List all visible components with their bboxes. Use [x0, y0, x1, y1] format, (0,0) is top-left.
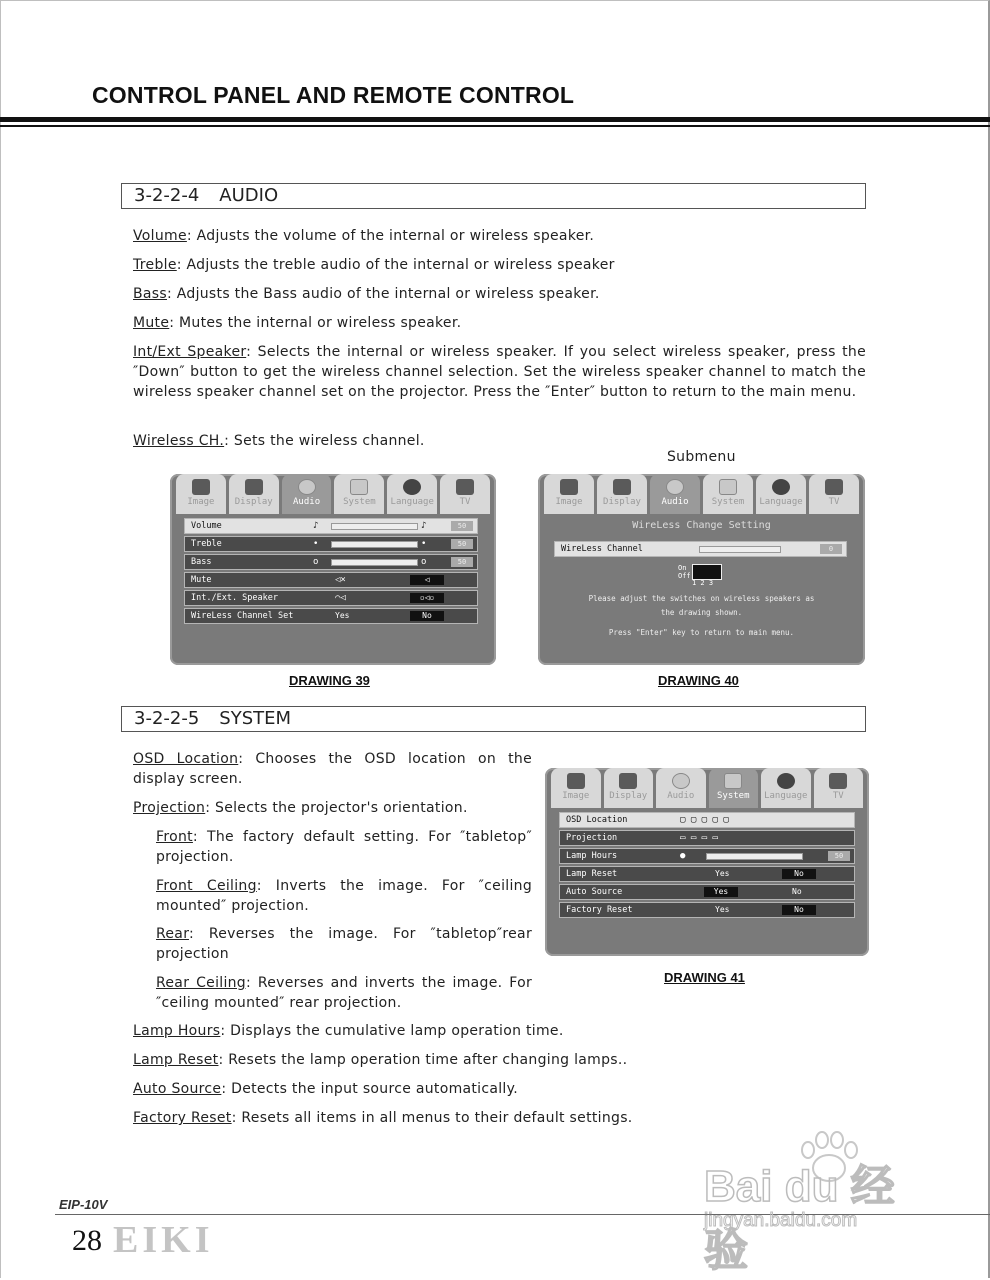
audio-icon [298, 479, 316, 495]
section-number: 3-2-2-4 [134, 185, 200, 206]
desc: : Selects the internal or wireless speaker. If you select wireless speaker, press the ″Down″ button to get the wireless channel selection. Set the wireless speaker channel to match the wireless speaker channel set on the projector. Press the ″Enter″ button to return to the main menu. [133, 344, 866, 400]
header-rule-thick [0, 117, 990, 122]
tab-display: Display [597, 474, 647, 514]
osd-row-auto-source: Auto Source Yes No [559, 884, 855, 900]
term: Rear [156, 926, 190, 942]
section-title: AUDIO [219, 185, 279, 206]
lamp-hours-value: 50 [828, 851, 850, 861]
audio-item-volume [133, 226, 594, 246]
tab-tv: TV [809, 474, 859, 514]
system-item-auto-source [133, 1079, 518, 1099]
osd-tabs [544, 474, 859, 514]
section-heading-system [121, 706, 866, 732]
term: Auto Source [133, 1081, 222, 1097]
tv-icon [825, 479, 843, 495]
treble-slider [331, 541, 418, 548]
desc: : Mutes the internal or wireless speaker. [169, 315, 462, 331]
audio-item-wireless-ch [133, 431, 425, 451]
drawing-41-label: DRAWING 41 [664, 970, 745, 985]
tab-audio: Audio [650, 474, 700, 514]
tab-image: Image [176, 474, 226, 514]
osd-row-mute: Mute ◁× ◁ [184, 572, 478, 588]
tab-language: Language [761, 768, 811, 808]
system-item-factory-reset [133, 1108, 633, 1128]
tab-image: Image [544, 474, 594, 514]
audio-item-int-ext-speaker [133, 342, 866, 402]
osd-row-projection: Projection ▭ ▭ ▭ ▭ [559, 830, 855, 846]
treble-value: 50 [451, 539, 473, 549]
display-icon [619, 773, 637, 789]
submenu-label: Submenu [667, 449, 736, 465]
section-heading-audio [121, 183, 866, 209]
osd-row-lamp-reset: Lamp Reset Yes No [559, 866, 855, 882]
desc: : Reverses the image. For ″tabletop″rear projection [156, 926, 532, 962]
tab-tv: TV [814, 768, 864, 808]
circle-icon: o [421, 557, 427, 567]
globe-icon [772, 479, 790, 495]
tab-system: System [334, 474, 384, 514]
osd-wireless-submenu [538, 474, 865, 665]
desc: : Adjusts the Bass audio of the internal or wireless speaker. [166, 286, 600, 302]
wireless-channel-value: 0 [820, 544, 842, 554]
tab-audio: Audio [282, 474, 332, 514]
desc: : Resets all items in all menus to their default settings. [231, 1110, 633, 1126]
osd-row-volume: Volume ♪ ♪ 50 [184, 518, 478, 534]
projection-front-ceiling [156, 876, 532, 916]
audio-item-bass [133, 284, 600, 304]
term: Lamp Reset [133, 1052, 219, 1068]
osd-row-wireless-channel-set: WireLess Channel Set Yes No [184, 608, 478, 624]
header-rule-thin [0, 125, 990, 127]
globe-icon [777, 773, 795, 789]
tab-language: Language [756, 474, 806, 514]
system-item-lamp-reset [133, 1050, 627, 1070]
wireless-change-title: WireLess Change Setting [632, 520, 771, 531]
tab-display: Display [229, 474, 279, 514]
projection-rear-ceiling [156, 973, 532, 1013]
page-number: 28 [72, 1224, 102, 1257]
speaker-icon: ♪ [421, 521, 427, 531]
wireless-speaker-icon: ⌒◁ [335, 593, 346, 603]
system-item-lamp-hours [133, 1021, 564, 1041]
system-item-projection [133, 798, 468, 818]
watermark-url: jingyan.baidu.com [704, 1210, 858, 1231]
term: Volume [133, 228, 187, 244]
wireless-note-line1: Please adjust the switches on wireless speakers as [588, 594, 815, 603]
desc: : Chooses the OSD location on the display screen. [133, 751, 532, 787]
audio-icon [666, 479, 684, 495]
drawing-39-label: DRAWING 39 [289, 673, 370, 688]
image-icon [192, 479, 210, 495]
osd-row-lamp-hours: Lamp Hours ● 50 [559, 848, 855, 864]
desc: : Selects the projector's orientation. [205, 800, 468, 816]
projection-mode-icons: ▭ ▭ ▭ ▭ [680, 833, 718, 843]
tv-icon [456, 479, 474, 495]
volume-value: 50 [451, 521, 473, 531]
osd-tabs [551, 768, 863, 808]
term: OSD Location [133, 751, 239, 767]
osd-row-int-ext-speaker: Int./Ext. Speaker ⌒◁ ▫◁▫ [184, 590, 478, 606]
footer-model: EIP-10V [59, 1197, 108, 1212]
dot-icon: • [421, 539, 427, 549]
system-icon [724, 773, 742, 789]
desc: : Displays the cumulative lamp operation time. [220, 1023, 564, 1039]
tab-image: Image [551, 768, 601, 808]
tab-display: Display [604, 768, 654, 808]
osd-row-osd-location: OSD Location ▢ ▢ ▢ ▢ ▢ [559, 812, 855, 828]
wireless-note-line3: Press "Enter" key to return to main menu. [608, 628, 795, 637]
osd-row-treble: Treble • • 50 [184, 536, 478, 552]
wireless-note-line2: the drawing shown. [660, 608, 743, 617]
image-icon [567, 773, 585, 789]
projection-rear [156, 924, 532, 964]
section-number: 3-2-2-5 [134, 708, 200, 729]
tab-audio: Audio [656, 768, 706, 808]
desc: : The factory default setting. For ″tabletop″ projection. [156, 829, 532, 865]
bass-value: 50 [451, 557, 473, 567]
section-title: SYSTEM [219, 708, 292, 729]
audio-item-mute [133, 313, 461, 333]
dip-switch-icon: On Off 1 2 3 [678, 564, 738, 590]
term: Factory Reset [133, 1110, 232, 1126]
term: Lamp Hours [133, 1023, 221, 1039]
circle-icon: o [313, 557, 319, 567]
osd-row-wireless-channel: WireLess Channel 0 [554, 541, 847, 557]
term: Treble [133, 257, 177, 273]
osd-tabs [176, 474, 490, 514]
wireless-channel-slider [699, 546, 781, 553]
display-icon [245, 479, 263, 495]
audio-item-treble [133, 255, 615, 275]
drawing-40-label: DRAWING 40 [658, 673, 739, 688]
tab-system: System [703, 474, 753, 514]
bass-slider [331, 559, 418, 566]
lamp-hours-bar [706, 853, 803, 860]
desc: : Sets the wireless channel. [224, 433, 425, 449]
desc: : Detects the input source automatically. [221, 1081, 518, 1097]
system-icon [719, 479, 737, 495]
osd-audio-menu [170, 474, 496, 665]
dot-icon: • [313, 539, 319, 549]
display-icon [613, 479, 631, 495]
tab-tv: TV [440, 474, 490, 514]
tab-system: System [709, 768, 759, 808]
term: Rear Ceiling [156, 975, 246, 991]
desc: : Resets the lamp operation time after changing lamps.. [218, 1052, 628, 1068]
system-item-osd-location [133, 749, 532, 789]
term: Projection [133, 800, 206, 816]
desc: : Reverses and inverts the image. For ″ceiling mounted″ rear projection. [156, 975, 532, 1011]
page-header-title: CONTROL PANEL AND REMOTE CONTROL [92, 82, 575, 108]
projection-front [156, 827, 532, 867]
mute-icon: ◁× [335, 575, 346, 585]
baidu-watermark [704, 1130, 934, 1275]
volume-slider [331, 523, 418, 530]
term: Wireless CH. [133, 433, 225, 449]
internal-speaker-icon: ▫◁▫ [410, 593, 444, 603]
image-icon [560, 479, 578, 495]
mute-on-icon: ◁ [410, 575, 444, 585]
tab-language: Language [387, 474, 437, 514]
osd-row-factory-reset: Factory Reset Yes No [559, 902, 855, 918]
brand-logo: EIKI [113, 1219, 214, 1261]
watermark-main: Bai du 经验 [704, 1162, 895, 1275]
term: Front [156, 829, 193, 845]
speaker-icon: ♪ [313, 521, 319, 531]
osd-row-bass: Bass o o 50 [184, 554, 478, 570]
osd-system-menu [545, 768, 869, 956]
desc: : Inverts the image. For ″ceiling mounted″ projection. [156, 878, 533, 914]
globe-icon [403, 479, 421, 495]
tv-icon [829, 773, 847, 789]
audio-icon [672, 773, 690, 789]
term: Mute [133, 315, 170, 331]
desc: : Adjusts the volume of the internal or wireless speaker. [186, 228, 595, 244]
system-icon [350, 479, 368, 495]
term: Front Ceiling [156, 878, 257, 894]
term: Bass [133, 286, 167, 302]
lamp-icon: ● [680, 851, 686, 861]
desc: : Adjusts the treble audio of the internal or wireless speaker [176, 257, 615, 273]
term: Int/Ext Speaker [133, 344, 247, 360]
osd-position-icons: ▢ ▢ ▢ ▢ ▢ [680, 815, 729, 825]
